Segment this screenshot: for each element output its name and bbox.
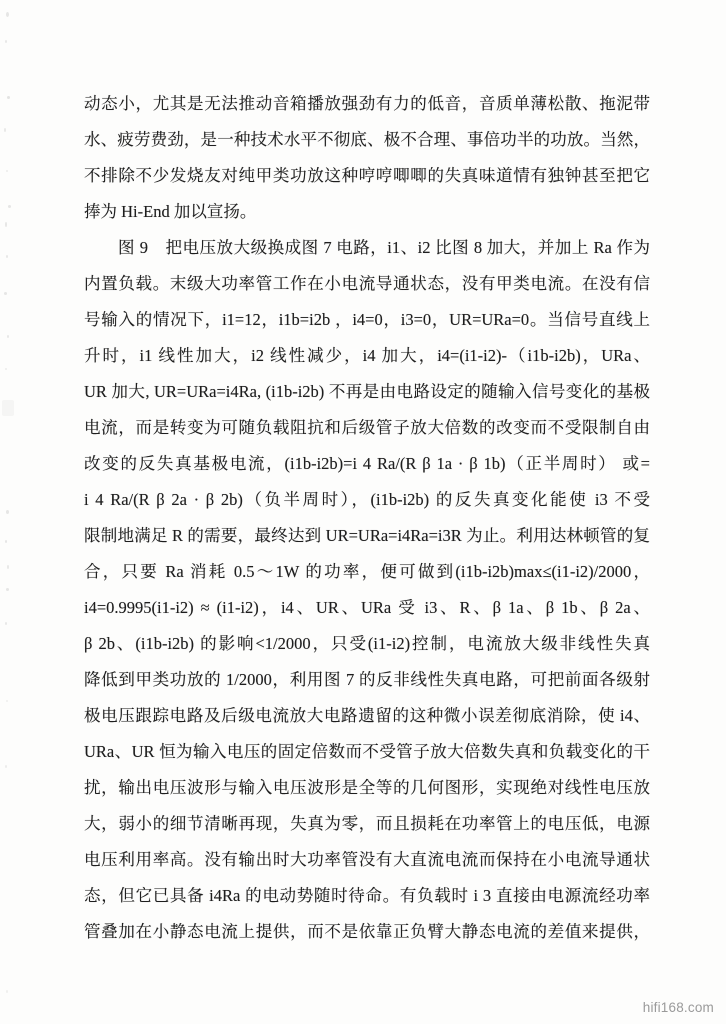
scan-artifact (6, 255, 8, 258)
text-line: 降低到甲类功放的 1/2000，利用图 7 的反非线性失真电路，可把前面各级射 (84, 670, 650, 689)
scan-artifact (8, 205, 11, 208)
text-line: 大，弱小的细节清晰再现，失真为零，而且损耗在功率管上的电压低，电源 (84, 814, 650, 833)
text-line: β 2b、(i1b-i2b) 的影响<1/2000，只受(i1-i2)控制，电流放大级非线性失真 (84, 634, 650, 653)
text-line: i4=0.9995(i1-i2) ≈ (i1-i2)，i4、UR、URa 受 i3、R、β 1a、β 1b、β 2a、 (84, 598, 650, 617)
scan-artifact (2, 400, 14, 416)
text-line: 合，只要 Ra 消耗 0.5～1W 的功率，便可做到(i1b-i2b)max≤(i1-i2)/2000， (84, 562, 650, 581)
scan-artifact (5, 540, 7, 543)
text-line: 内置负载。末级大功率管工作在小电流导通状态，没有甲类电流。在没有信 (84, 274, 650, 293)
scan-artifact (7, 335, 9, 338)
scan-artifact (6, 510, 9, 514)
text-line: 电压利用率高。没有输出时大功率管没有大直流电流而保持在小电流导通状 (84, 850, 650, 869)
text-line: 态，但它已具备 i4Ra 的电动势随时待命。有负载时 i 3 直接由电源流经功率 (84, 886, 650, 905)
scan-artifact (5, 368, 7, 370)
text-line: 管叠加在小静态电流上提供，而不是依靠正负臂大静态电流的差值来提供， (84, 922, 650, 941)
text-line: 限制地满足 R 的需要，最终达到 UR=URa=i4Ra=i3R 为止。利用达林顿管的复 (84, 526, 650, 545)
scan-artifact (5, 40, 7, 43)
text-line: 捧为 Hi-End 加以宣扬。 (84, 202, 257, 221)
scan-artifact (6, 170, 8, 172)
scan-artifact (7, 565, 9, 569)
scan-artifact (4, 128, 6, 132)
text-line: 不排除不少发烧友对纯甲类功放这种哼哼唧唧的失真味道情有独钟甚至把它 (84, 166, 650, 185)
scan-artifact (6, 700, 8, 702)
text-line: 升时，i1 线性加大，i2 线性减少，i4 加大，i4=(i1-i2)-（i1b-i2b)，URa、 (84, 346, 650, 365)
text-line: 号输入的情况下，i1=12，i1b=i2b ，i4=0，i3=0，UR=URa=0。当信号直线上 (84, 310, 650, 329)
scan-artifact (6, 588, 9, 591)
text-line: 电流，而是转变为可随负载阻抗和后级管子放大倍数的改变而不受限制自由 (84, 418, 650, 437)
scan-artifact (4, 292, 7, 295)
scan-artifact (6, 12, 9, 17)
scan-artifact (5, 622, 7, 625)
text-line: 极电压跟踪电路及后级电流放大电路遗留的这种微小误差彻底消除，使 i4、 (84, 706, 650, 725)
text-line: i 4 Ra/(R β 2a · β 2b)（负半周时），(i1b-i2b) 的反失真变化能使 i3 不受 (84, 490, 650, 509)
text-line: 扰，输出电压波形与输入电压波形是全等的几何图形，实现绝对线性电压放 (84, 778, 650, 797)
scan-artifact (5, 765, 7, 768)
text-line: UR 加大, UR=URa=i4Ra, (i1b-i2b) 不再是由电路设定的随输入信号变化的基极 (84, 382, 650, 401)
text-line: URa、UR 恒为输入电压的固定倍数而不受管子放大倍数失真和负载变化的干 (84, 742, 650, 761)
text-line: 图 9 把电压放大级换成图 7 电路，i1、i2 比图 8 加大，并加上 Ra 作为 (84, 238, 650, 257)
text-line: 动态小，尤其是无法推动音箱播放强劲有力的低音，音质单薄松散、拖泥带 (84, 94, 650, 113)
text-line: 改变的反失真基极电流，(i1b-i2b)=i 4 Ra/(R β 1a · β 1b)（正半周时） 或= (84, 454, 650, 473)
scan-artifact (5, 222, 7, 227)
scan-artifact (6, 990, 8, 993)
text-line: 水、疲劳费劲，是一种技术水平不彻底、极不合理、事倍功半的功放。当然， (84, 130, 650, 149)
watermark: hifi168.com (642, 1000, 714, 1015)
scan-artifact (7, 96, 10, 99)
body-text (84, 86, 650, 950)
